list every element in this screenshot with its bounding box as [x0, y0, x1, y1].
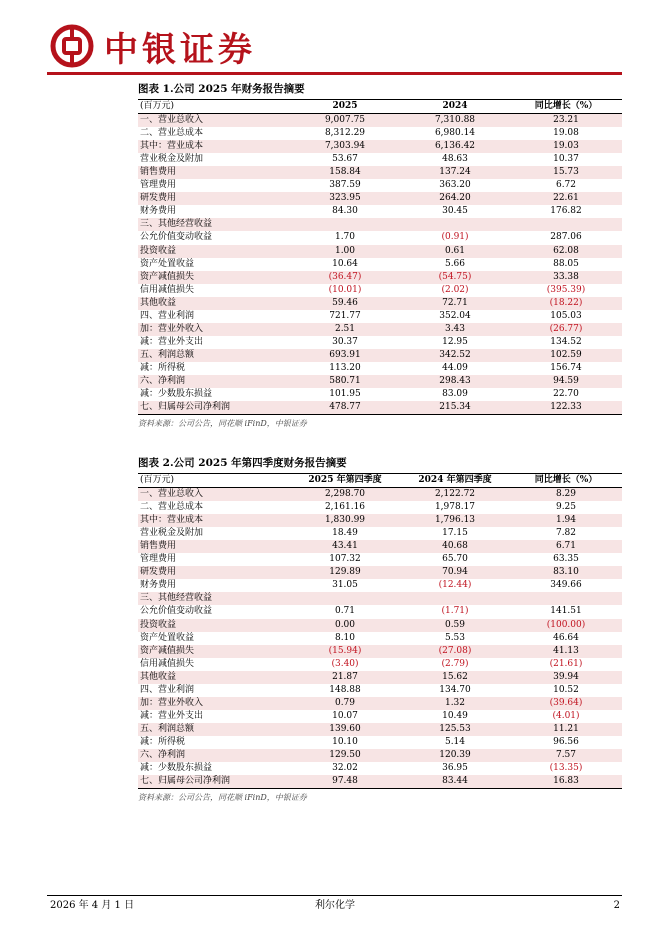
report-header — [50, 22, 256, 70]
value-cell: 8.10 — [334, 632, 356, 643]
row-label: 信用减值损失 — [140, 284, 195, 295]
growth-cell: 7.82 — [555, 528, 577, 539]
growth-cell: 176.82 — [550, 206, 582, 217]
value-cell: 0.59 — [400, 619, 510, 632]
growth-cell: 22.70 — [553, 389, 579, 400]
row-label: 减：营业外支出 — [140, 710, 204, 721]
table-row — [138, 488, 622, 502]
table-row — [138, 762, 622, 775]
row-label: 三、其他经营收益 — [138, 218, 290, 231]
footer-date: 2026 年 4 月 1 日 — [50, 900, 135, 911]
row-label: 一、营业总收入 — [138, 488, 290, 502]
row-label: 五、利润总额 — [138, 723, 290, 736]
value-cell: (27.08) — [400, 645, 510, 658]
row-label: 研发费用 — [138, 566, 290, 579]
row-label: 营业税金及附加 — [140, 528, 204, 539]
row-label: 研发费用 — [138, 192, 290, 205]
growth-cell: 7.57 — [510, 749, 622, 762]
growth-cell: 134.52 — [550, 336, 582, 347]
value-cell: 2,161.16 — [324, 502, 366, 513]
value-cell: 7,303.94 — [290, 140, 400, 153]
table-row — [138, 284, 622, 297]
growth-cell: (13.35) — [549, 763, 583, 774]
value-cell: 72.71 — [400, 297, 510, 310]
growth-cell: (18.22) — [510, 297, 622, 310]
table-row — [138, 323, 622, 336]
value-cell — [290, 592, 400, 605]
row-label: 七、归属母公司净利润 — [138, 775, 290, 789]
table-row — [138, 310, 622, 323]
value-cell: 5.53 — [444, 632, 466, 643]
row-label: 减：所得税 — [140, 736, 186, 747]
row-label: 销售费用 — [138, 166, 290, 179]
growth-cell: (100.00) — [510, 619, 622, 632]
value-cell: 17.15 — [442, 528, 468, 539]
growth-cell: 63.35 — [553, 554, 579, 565]
table-row — [138, 592, 622, 605]
value-cell: 5.14 — [444, 736, 466, 747]
value-cell: 363.20 — [439, 180, 471, 191]
growth-cell: 22.61 — [510, 192, 622, 205]
value-cell: (3.40) — [331, 658, 359, 669]
value-cell: 298.43 — [400, 375, 510, 388]
growth-cell: 41.13 — [510, 645, 622, 658]
table-row — [138, 153, 622, 166]
value-cell: 2,298.70 — [290, 488, 400, 502]
value-cell: 6,136.42 — [400, 140, 510, 153]
value-cell: 0.71 — [334, 606, 356, 617]
growth-cell: 19.08 — [553, 128, 579, 139]
brand-name: 中银证券 — [104, 29, 256, 70]
figure-title: 图表 2.公司 2025 年第四季度财务报告摘要 — [138, 457, 347, 469]
column-header: 2025 — [290, 100, 400, 114]
table-row — [138, 231, 622, 244]
table-row — [138, 775, 622, 789]
growth-cell: 88.05 — [553, 258, 579, 269]
value-cell: 84.30 — [332, 206, 358, 217]
column-header: (百万元) — [138, 474, 290, 488]
growth-cell — [510, 592, 622, 605]
value-cell: 0.79 — [290, 697, 400, 710]
page-number: 2 — [613, 900, 620, 911]
value-cell: 129.50 — [290, 749, 400, 762]
row-label: 其中：营业成本 — [138, 514, 290, 527]
value-cell: 137.24 — [400, 166, 510, 179]
row-label: 资产减值损失 — [138, 271, 290, 284]
row-label: 六、净利润 — [138, 749, 290, 762]
table-row — [138, 375, 622, 388]
table-row — [138, 114, 622, 128]
table-header-row — [138, 474, 622, 488]
footer-company: 利尔化学 — [315, 900, 355, 911]
row-label: 一、营业总收入 — [138, 114, 290, 128]
growth-cell: (395.39) — [546, 284, 586, 295]
value-cell: 97.48 — [290, 775, 400, 789]
table-row — [138, 605, 622, 618]
growth-cell: 23.21 — [510, 114, 622, 128]
row-label: 减：少数股东损益 — [140, 389, 213, 400]
row-label: 其中：营业成本 — [138, 140, 290, 153]
row-label: 减：营业外支出 — [140, 336, 204, 347]
value-cell: 83.09 — [442, 389, 468, 400]
value-cell: 8,312.29 — [324, 128, 366, 139]
row-label: 财务费用 — [140, 206, 177, 217]
value-cell: 9,007.75 — [290, 114, 400, 128]
page-footer — [50, 899, 620, 913]
table-row — [138, 258, 622, 271]
row-label: 二、营业总成本 — [140, 502, 204, 513]
value-cell: 6,980.14 — [434, 128, 476, 139]
row-label: 管理费用 — [140, 554, 177, 565]
value-cell: 693.91 — [290, 349, 400, 362]
table-row — [138, 579, 622, 592]
value-cell: (2.02) — [441, 284, 469, 295]
value-cell: (54.75) — [400, 271, 510, 284]
value-cell: 10.07 — [332, 710, 358, 721]
table-header-row — [138, 100, 622, 114]
value-cell: 32.02 — [332, 763, 358, 774]
table-row — [138, 645, 622, 658]
value-cell: 580.71 — [290, 375, 400, 388]
value-cell: (15.94) — [290, 645, 400, 658]
row-label: 公允价值变动收益 — [140, 232, 213, 243]
value-cell: 36.95 — [442, 763, 468, 774]
value-cell: (12.44) — [438, 580, 472, 591]
value-cell: 0.00 — [290, 619, 400, 632]
growth-cell: 11.21 — [510, 723, 622, 736]
financial-summary-table — [138, 100, 622, 415]
column-header: (百万元) — [138, 100, 290, 114]
row-label: 资产减值损失 — [138, 645, 290, 658]
row-label: 财务费用 — [140, 580, 177, 591]
value-cell: 48.63 — [442, 154, 468, 165]
row-label: 公允价值变动收益 — [140, 606, 213, 617]
row-label: 加：营业外收入 — [138, 323, 290, 336]
table-row — [138, 140, 622, 153]
value-cell: 107.32 — [329, 554, 361, 565]
row-label: 信用减值损失 — [140, 658, 195, 669]
growth-cell: 10.52 — [553, 684, 579, 695]
row-label: 其他收益 — [138, 671, 290, 684]
growth-cell: 349.66 — [550, 580, 582, 591]
value-cell: 264.20 — [400, 192, 510, 205]
table-row — [138, 658, 622, 671]
value-cell: 7,310.88 — [400, 114, 510, 128]
table-row — [138, 540, 622, 553]
value-cell: 352.04 — [439, 310, 471, 321]
growth-cell: 287.06 — [550, 232, 582, 243]
value-cell: (0.91) — [441, 232, 469, 243]
value-cell: 342.52 — [400, 349, 510, 362]
row-label: 投资收益 — [138, 619, 290, 632]
value-cell: 18.49 — [332, 528, 358, 539]
column-header: 同比增长（%） — [510, 474, 622, 488]
table-row — [138, 388, 622, 401]
value-cell: 43.41 — [290, 540, 400, 553]
value-cell: 70.94 — [400, 566, 510, 579]
row-label: 五、利润总额 — [138, 349, 290, 362]
table-row — [138, 566, 622, 579]
value-cell: 30.45 — [442, 206, 468, 217]
row-label: 资产处置收益 — [140, 632, 195, 643]
header-divider — [47, 72, 622, 75]
growth-cell: (26.77) — [510, 323, 622, 336]
table-row — [138, 736, 622, 749]
table-row — [138, 336, 622, 349]
value-cell: 129.89 — [290, 566, 400, 579]
source-note: 资料来源：公司公告，同花顺 iFinD，中银证券 — [138, 419, 307, 429]
column-header: 同比增长（%） — [510, 100, 622, 114]
figure-title: 图表 1.公司 2025 年财务报告摘要 — [138, 83, 305, 95]
table-row — [138, 527, 622, 540]
value-cell: 0.61 — [400, 245, 510, 258]
value-cell: 10.49 — [442, 710, 468, 721]
growth-cell: 156.74 — [550, 362, 582, 373]
row-label: 其他收益 — [138, 297, 290, 310]
row-label: 销售费用 — [138, 540, 290, 553]
table-row — [138, 401, 622, 415]
value-cell: 1.32 — [400, 697, 510, 710]
table-row — [138, 362, 622, 375]
row-label: 资产处置收益 — [140, 258, 195, 269]
row-label: 减：所得税 — [140, 362, 186, 373]
table-row — [138, 218, 622, 231]
value-cell: 125.53 — [400, 723, 510, 736]
value-cell: 10.64 — [332, 258, 358, 269]
growth-cell: 46.64 — [553, 632, 579, 643]
column-header: 2025 年第四季度 — [290, 474, 400, 488]
table-row — [138, 205, 622, 218]
row-label: 六、净利润 — [138, 375, 290, 388]
growth-cell: 105.03 — [550, 310, 582, 321]
value-cell: 44.09 — [442, 362, 468, 373]
growth-cell: 8.29 — [510, 488, 622, 502]
row-label: 加：营业外收入 — [138, 697, 290, 710]
value-cell: 1.00 — [290, 245, 400, 258]
value-cell: 2,122.72 — [400, 488, 510, 502]
value-cell: 1,830.99 — [290, 514, 400, 527]
table-row — [138, 723, 622, 736]
value-cell: 139.60 — [290, 723, 400, 736]
table-row — [138, 619, 622, 632]
table-row — [138, 297, 622, 310]
value-cell: 65.70 — [442, 554, 468, 565]
value-cell — [400, 592, 510, 605]
growth-cell: 1.94 — [510, 514, 622, 527]
bank-of-china-logo-icon — [50, 24, 94, 68]
growth-cell: 6.72 — [555, 180, 577, 191]
growth-cell: (39.64) — [510, 697, 622, 710]
value-cell: 30.37 — [332, 336, 358, 347]
value-cell: (2.79) — [441, 658, 469, 669]
value-cell: (36.47) — [290, 271, 400, 284]
table-row — [138, 166, 622, 179]
value-cell: (10.01) — [328, 284, 362, 295]
value-cell — [290, 218, 400, 231]
value-cell: 478.77 — [290, 401, 400, 415]
value-cell: 2.51 — [290, 323, 400, 336]
growth-cell: 62.08 — [510, 245, 622, 258]
growth-cell: 39.94 — [510, 671, 622, 684]
growth-cell: 16.83 — [510, 775, 622, 789]
table-row — [138, 501, 622, 514]
value-cell: 3.43 — [400, 323, 510, 336]
row-label: 投资收益 — [138, 245, 290, 258]
value-cell: 5.66 — [444, 258, 466, 269]
value-cell: 158.84 — [290, 166, 400, 179]
table-row — [138, 710, 622, 723]
growth-cell: 94.59 — [510, 375, 622, 388]
table-row — [138, 349, 622, 362]
value-cell: 21.87 — [290, 671, 400, 684]
value-cell: (1.71) — [441, 606, 469, 617]
table-row — [138, 553, 622, 566]
row-label: 管理费用 — [140, 180, 177, 191]
table-row — [138, 192, 622, 205]
growth-cell: 15.73 — [510, 166, 622, 179]
table-row — [138, 697, 622, 710]
growth-cell: 141.51 — [550, 606, 582, 617]
value-cell: 40.68 — [400, 540, 510, 553]
value-cell: 1,978.17 — [434, 502, 476, 513]
column-header: 2024 — [400, 100, 510, 114]
value-cell: 134.70 — [439, 684, 471, 695]
row-label: 营业税金及附加 — [140, 154, 204, 165]
row-label: 二、营业总成本 — [140, 128, 204, 139]
growth-cell: 122.33 — [510, 401, 622, 415]
growth-cell: 33.38 — [510, 271, 622, 284]
growth-cell: 102.59 — [510, 349, 622, 362]
value-cell: 120.39 — [400, 749, 510, 762]
row-label: 七、归属母公司净利润 — [138, 401, 290, 415]
row-label: 三、其他经营收益 — [138, 592, 290, 605]
footer-divider — [47, 895, 622, 896]
table-row — [138, 671, 622, 684]
growth-cell: 19.03 — [510, 140, 622, 153]
figure-2-section — [138, 456, 622, 804]
growth-cell: 96.56 — [553, 736, 579, 747]
growth-cell: 10.37 — [553, 154, 579, 165]
value-cell: 10.10 — [332, 736, 358, 747]
growth-cell — [510, 218, 622, 231]
value-cell: 721.77 — [329, 310, 361, 321]
growth-cell: 6.71 — [510, 540, 622, 553]
value-cell: 59.46 — [290, 297, 400, 310]
value-cell: 53.67 — [332, 154, 358, 165]
column-header: 2024 年第四季度 — [400, 474, 510, 488]
row-label: 四、营业利润 — [140, 310, 195, 321]
table-row — [138, 684, 622, 697]
quarterly-summary-table — [138, 474, 622, 789]
growth-cell: 9.25 — [555, 502, 577, 513]
value-cell: 101.95 — [329, 389, 361, 400]
table-row — [138, 179, 622, 192]
table-row — [138, 749, 622, 762]
growth-cell: (4.01) — [552, 710, 580, 721]
value-cell: 1.70 — [334, 232, 356, 243]
figure-1-section — [138, 82, 622, 430]
growth-cell: (21.61) — [549, 658, 583, 669]
row-label: 四、营业利润 — [140, 684, 195, 695]
table-row — [138, 271, 622, 284]
value-cell: 387.59 — [329, 180, 361, 191]
value-cell — [400, 218, 510, 231]
value-cell: 15.62 — [400, 671, 510, 684]
growth-cell: 83.10 — [510, 566, 622, 579]
value-cell: 113.20 — [329, 362, 361, 373]
table-row — [138, 514, 622, 527]
value-cell: 83.44 — [400, 775, 510, 789]
table-row — [138, 632, 622, 645]
source-note: 资料来源：公司公告，同花顺 iFinD，中银证券 — [138, 793, 307, 803]
value-cell: 148.88 — [329, 684, 361, 695]
row-label: 减：少数股东损益 — [140, 763, 213, 774]
value-cell: 215.34 — [400, 401, 510, 415]
table-row — [138, 127, 622, 140]
value-cell: 12.95 — [442, 336, 468, 347]
value-cell: 1,796.13 — [400, 514, 510, 527]
value-cell: 323.95 — [290, 192, 400, 205]
table-row — [138, 245, 622, 258]
value-cell: 31.05 — [332, 580, 358, 591]
